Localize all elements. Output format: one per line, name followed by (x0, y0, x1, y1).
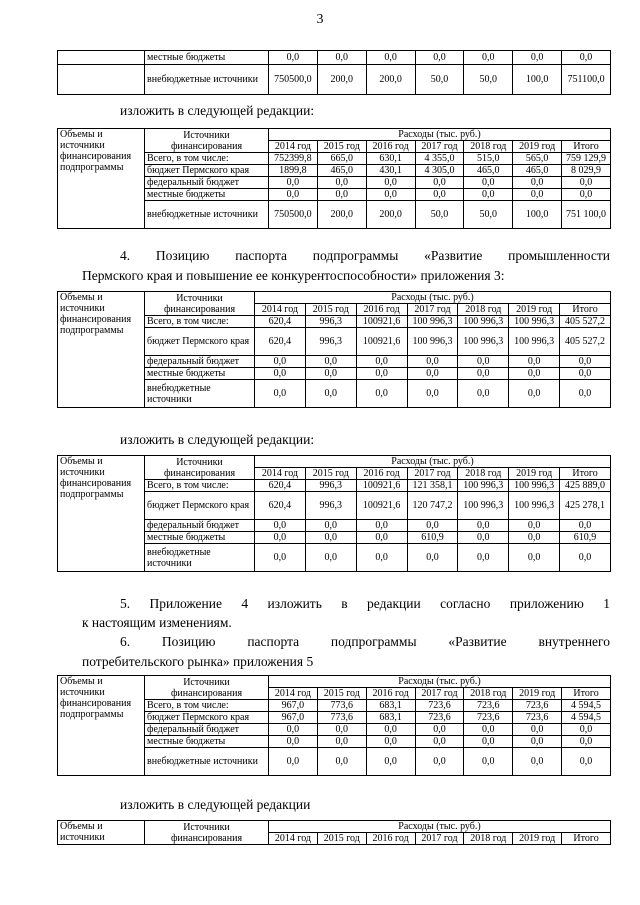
year-header: 2017 год (415, 688, 464, 700)
value-cell: 0,0 (317, 51, 366, 65)
expenses-header: Расходы (тыс. руб.) (269, 129, 611, 141)
source-label: Всего, в том числе: (145, 700, 269, 712)
value-cell: 425 278,1 (560, 492, 611, 520)
source-label: местные бюджеты (145, 532, 255, 544)
year-header: Итого (560, 304, 611, 316)
value-cell: 100 996,3 (509, 480, 560, 492)
value-cell: 0,0 (415, 51, 464, 65)
financing-table-1-body (58, 129, 611, 229)
year-header: 2017 год (407, 304, 458, 316)
year-header: 2015 год (305, 468, 356, 480)
value-cell: 996,3 (305, 316, 356, 328)
header-row (58, 676, 611, 688)
header-row (58, 129, 611, 141)
value-cell: 0,0 (513, 189, 562, 201)
empty-cell (58, 51, 145, 65)
financing-table-2-body (58, 292, 611, 408)
value-cell: 0,0 (407, 368, 458, 380)
value-cell: 0,0 (255, 532, 306, 544)
year-header: 2015 год (317, 141, 366, 153)
value-cell: 100 996,3 (509, 328, 560, 356)
value-cell: 4 355,0 (415, 153, 464, 165)
value-cell: 121 358,1 (407, 480, 458, 492)
source-label: внебюджетные источники (145, 201, 269, 229)
value-cell: 0,0 (560, 356, 611, 368)
year-header: 2016 год (366, 833, 415, 845)
year-header: Итого (560, 468, 611, 480)
year-header: 2018 год (458, 468, 509, 480)
value-cell: 8 029,9 (562, 165, 611, 177)
value-cell: 0,0 (269, 748, 318, 776)
value-cell: 0,0 (458, 368, 509, 380)
value-cell: 751100,0 (562, 65, 611, 95)
value-cell: 405 527,2 (560, 316, 611, 328)
value-cell: 430,1 (366, 165, 415, 177)
value-cell: 0,0 (255, 520, 306, 532)
value-cell: 0,0 (269, 736, 318, 748)
value-cell: 0,0 (305, 532, 356, 544)
value-cell: 0,0 (464, 177, 513, 189)
value-cell: 0,0 (317, 724, 366, 736)
value-cell: 405 527,2 (560, 328, 611, 356)
value-cell: 50,0 (415, 201, 464, 229)
value-cell: 100 996,3 (458, 316, 509, 328)
value-cell: 0,0 (509, 356, 560, 368)
value-cell: 967,0 (269, 712, 318, 724)
value-cell: 996,3 (305, 328, 356, 356)
value-cell: 100,0 (513, 65, 562, 95)
value-cell: 100 996,3 (407, 328, 458, 356)
value-cell: 759 129,9 (562, 153, 611, 165)
table-row (58, 51, 611, 65)
value-cell: 100921,6 (356, 480, 407, 492)
volume-sources-label: Объемы и источники финансирования подпрограммы (58, 456, 145, 572)
value-cell: 0,0 (305, 380, 356, 408)
value-cell: 100 996,3 (407, 316, 458, 328)
value-cell: 0,0 (305, 368, 356, 380)
year-header: Итого (562, 833, 611, 845)
year-header: Итого (562, 141, 611, 153)
value-cell: 4 305,0 (415, 165, 464, 177)
sources-header: Источники финансирования (145, 676, 269, 700)
value-cell: 0,0 (415, 177, 464, 189)
value-cell: 0,0 (464, 51, 513, 65)
value-cell: 1899,8 (269, 165, 318, 177)
value-cell: 0,0 (464, 189, 513, 201)
financing-table-4-body (58, 676, 611, 776)
year-header: 2018 год (464, 833, 513, 845)
sources-header: Источники финансирования (145, 821, 269, 845)
value-cell: 0,0 (269, 189, 318, 201)
source-label: местные бюджеты (145, 736, 269, 748)
expenses-header: Расходы (тыс. руб.) (255, 456, 611, 468)
value-cell: 100 996,3 (458, 480, 509, 492)
year-header: 2017 год (415, 141, 464, 153)
value-cell: 0,0 (464, 736, 513, 748)
value-cell: 967,0 (269, 700, 318, 712)
value-cell: 465,0 (513, 165, 562, 177)
year-header: 2015 год (317, 688, 366, 700)
year-header: 2014 год (269, 833, 318, 845)
header-row (58, 292, 611, 304)
value-cell: 620,4 (255, 492, 306, 520)
value-cell: 100 996,3 (509, 492, 560, 520)
value-cell: 0,0 (562, 724, 611, 736)
value-cell: 0,0 (509, 368, 560, 380)
paragraph-redaction-2: изложить в следующей редакции: (120, 432, 315, 447)
paragraph-5-line-1: 5. Приложение 4 изложить в редакции согласно приложению 1 (120, 596, 610, 611)
header-row (58, 821, 611, 833)
value-cell: 0,0 (356, 532, 407, 544)
year-header: 2019 год (513, 141, 562, 153)
value-cell: 0,0 (458, 380, 509, 408)
value-cell: 751 100,0 (562, 201, 611, 229)
value-cell: 773,6 (317, 712, 366, 724)
page-number: 3 (316, 12, 324, 27)
value-cell: 465,0 (317, 165, 366, 177)
source-label: внебюджетные источники (145, 380, 255, 408)
value-cell: 465,0 (464, 165, 513, 177)
value-cell: 515,0 (464, 153, 513, 165)
value-cell: 200,0 (317, 201, 366, 229)
paragraph-6-line-2: потребительского рынка» приложения 5 (82, 654, 314, 669)
financing-table-5 (57, 820, 611, 845)
value-cell: 0,0 (407, 544, 458, 572)
source-label: бюджет Пермского края (145, 328, 255, 356)
volume-sources-label: Объемы и источники финансирования подпрограммы (58, 676, 145, 776)
source-label: бюджет Пермского края (145, 712, 269, 724)
value-cell: 996,3 (305, 480, 356, 492)
volume-sources-label: Объемы и источники (58, 821, 145, 845)
value-cell: 630,1 (366, 153, 415, 165)
value-cell: 0,0 (356, 356, 407, 368)
year-header: 2018 год (458, 304, 509, 316)
value-cell: 0,0 (415, 189, 464, 201)
value-cell: 120 747,2 (407, 492, 458, 520)
value-cell: 0,0 (458, 520, 509, 532)
empty-cell (58, 65, 145, 95)
value-cell: 50,0 (464, 65, 513, 95)
value-cell: 0,0 (513, 724, 562, 736)
value-cell: 0,0 (366, 724, 415, 736)
value-cell: 0,0 (562, 189, 611, 201)
year-header: 2017 год (415, 833, 464, 845)
value-cell: 0,0 (305, 544, 356, 572)
header-row (58, 456, 611, 468)
value-cell: 750500,0 (269, 65, 318, 95)
value-cell: 100921,6 (356, 328, 407, 356)
financing-table-4 (57, 675, 611, 776)
top-table (57, 50, 611, 95)
year-header: 2019 год (509, 468, 560, 480)
volume-sources-label: Объемы и источники финансирования подпрограммы (58, 129, 145, 229)
paragraph-redaction-1: изложить в следующей редакции: (120, 103, 315, 118)
table-row (58, 65, 611, 95)
value-cell: 0,0 (366, 189, 415, 201)
value-cell: 683,1 (366, 712, 415, 724)
value-cell: 200,0 (366, 65, 415, 95)
value-cell: 100,0 (513, 201, 562, 229)
value-cell: 0,0 (356, 520, 407, 532)
value-cell: 996,3 (305, 492, 356, 520)
expenses-header: Расходы (тыс. руб.) (269, 821, 611, 833)
value-cell: 200,0 (366, 201, 415, 229)
value-cell: 0,0 (513, 736, 562, 748)
source-label: федеральный бюджет (145, 177, 269, 189)
year-header: 2015 год (305, 304, 356, 316)
value-cell: 773,6 (317, 700, 366, 712)
value-cell: 100921,6 (356, 492, 407, 520)
sources-header: Источники финансирования (145, 456, 255, 480)
sources-header: Источники финансирования (145, 129, 269, 153)
value-cell: 0,0 (356, 368, 407, 380)
value-cell: 0,0 (317, 736, 366, 748)
source-label: бюджет Пермского края (145, 165, 269, 177)
value-cell: 0,0 (458, 356, 509, 368)
value-cell: 723,6 (415, 700, 464, 712)
value-cell: 0,0 (415, 724, 464, 736)
top-table-body (58, 51, 611, 95)
value-cell: 0,0 (560, 380, 611, 408)
value-cell: 100 996,3 (458, 492, 509, 520)
year-header: Итого (562, 688, 611, 700)
value-cell: 0,0 (513, 51, 562, 65)
value-cell: 0,0 (509, 380, 560, 408)
sources-header: Источники финансирования (145, 292, 255, 316)
value-cell: 0,0 (458, 544, 509, 572)
value-cell: 0,0 (317, 189, 366, 201)
value-cell: 0,0 (366, 736, 415, 748)
year-header: 2018 год (464, 688, 513, 700)
financing-table-1 (57, 128, 611, 229)
paragraph-redaction-3: изложить в следующей редакции (120, 797, 311, 812)
year-header: 2014 год (269, 141, 318, 153)
value-cell: 0,0 (255, 380, 306, 408)
value-cell: 0,0 (415, 748, 464, 776)
source-label: федеральный бюджет (145, 356, 255, 368)
source-label: местные бюджеты (145, 51, 269, 65)
value-cell: 0,0 (560, 520, 611, 532)
financing-table-3 (57, 455, 611, 572)
year-header: 2016 год (356, 468, 407, 480)
source-label: Всего, в том числе: (145, 153, 269, 165)
value-cell: 0,0 (562, 748, 611, 776)
value-cell: 0,0 (562, 736, 611, 748)
value-cell: 0,0 (509, 544, 560, 572)
source-label: внебюджетные источники (145, 65, 269, 95)
year-header: 2014 год (255, 468, 306, 480)
value-cell: 100 996,3 (458, 328, 509, 356)
value-cell: 0,0 (562, 177, 611, 189)
year-header: 2016 год (366, 141, 415, 153)
value-cell: 0,0 (269, 51, 318, 65)
value-cell: 0,0 (464, 748, 513, 776)
source-label: федеральный бюджет (145, 724, 269, 736)
value-cell: 0,0 (509, 532, 560, 544)
value-cell: 0,0 (255, 368, 306, 380)
year-header: 2014 год (255, 304, 306, 316)
source-label: Всего, в том числе: (145, 480, 255, 492)
value-cell: 100 996,3 (509, 316, 560, 328)
source-label: местные бюджеты (145, 368, 255, 380)
value-cell: 0,0 (407, 520, 458, 532)
value-cell: 0,0 (509, 520, 560, 532)
source-label: бюджет Пермского края (145, 492, 255, 520)
value-cell: 100921,6 (356, 316, 407, 328)
value-cell: 610,9 (560, 532, 611, 544)
value-cell: 0,0 (407, 356, 458, 368)
value-cell: 620,4 (255, 480, 306, 492)
value-cell: 723,6 (464, 712, 513, 724)
paragraph-6-line-1: 6. Позицию паспорта подпрограммы «Развитие внутреннего (120, 634, 610, 649)
value-cell: 4 594,5 (562, 712, 611, 724)
year-header: 2019 год (509, 304, 560, 316)
value-cell: 752399,8 (269, 153, 318, 165)
value-cell: 50,0 (464, 201, 513, 229)
value-cell: 665,0 (317, 153, 366, 165)
expenses-header: Расходы (тыс. руб.) (255, 292, 611, 304)
value-cell: 0,0 (366, 51, 415, 65)
value-cell: 0,0 (464, 724, 513, 736)
value-cell: 723,6 (513, 700, 562, 712)
year-header: 2019 год (513, 833, 562, 845)
source-label: местные бюджеты (145, 189, 269, 201)
value-cell: 610,9 (407, 532, 458, 544)
year-header: 2016 год (356, 304, 407, 316)
value-cell: 0,0 (255, 356, 306, 368)
value-cell: 565,0 (513, 153, 562, 165)
value-cell: 723,6 (415, 712, 464, 724)
value-cell: 0,0 (458, 532, 509, 544)
value-cell: 683,1 (366, 700, 415, 712)
volume-sources-label: Объемы и источники финансирования подпрограммы (58, 292, 145, 408)
year-header: 2016 год (366, 688, 415, 700)
financing-table-2 (57, 291, 611, 408)
value-cell: 620,4 (255, 328, 306, 356)
value-cell: 0,0 (560, 544, 611, 572)
value-cell: 0,0 (317, 748, 366, 776)
value-cell: 0,0 (415, 736, 464, 748)
value-cell: 200,0 (317, 65, 366, 95)
year-header: 2018 год (464, 141, 513, 153)
source-label: внебюджетные источники (145, 544, 255, 572)
financing-table-5-body (58, 821, 611, 845)
value-cell: 0,0 (255, 544, 306, 572)
value-cell: 0,0 (366, 177, 415, 189)
value-cell: 0,0 (407, 380, 458, 408)
value-cell: 50,0 (415, 65, 464, 95)
paragraph-4-line-2: Пермского края и повышение ее конкурентоспособности» приложения 3: (82, 268, 505, 283)
value-cell: 425 889,0 (560, 480, 611, 492)
value-cell: 0,0 (366, 748, 415, 776)
value-cell: 723,6 (513, 712, 562, 724)
value-cell: 0,0 (269, 177, 318, 189)
value-cell: 723,6 (464, 700, 513, 712)
value-cell: 0,0 (269, 724, 318, 736)
source-label: федеральный бюджет (145, 520, 255, 532)
value-cell: 750500,0 (269, 201, 318, 229)
value-cell: 0,0 (317, 177, 366, 189)
source-label: внебюджетные источники (145, 748, 269, 776)
value-cell: 0,0 (305, 356, 356, 368)
value-cell: 4 594,5 (562, 700, 611, 712)
expenses-header: Расходы (тыс. руб.) (269, 676, 611, 688)
paragraph-5-line-2: к настоящим изменениям. (82, 615, 232, 630)
year-header: 2014 год (269, 688, 318, 700)
value-cell: 620,4 (255, 316, 306, 328)
value-cell: 0,0 (305, 520, 356, 532)
value-cell: 0,0 (356, 380, 407, 408)
value-cell: 0,0 (562, 51, 611, 65)
year-header: 2019 год (513, 688, 562, 700)
paragraph-4-line-1: 4. Позицию паспорта подпрограммы «Развитие промышленности (120, 248, 610, 263)
value-cell: 0,0 (513, 748, 562, 776)
value-cell: 0,0 (356, 544, 407, 572)
source-label: Всего, в том числе: (145, 316, 255, 328)
financing-table-3-body (58, 456, 611, 572)
year-header: 2017 год (407, 468, 458, 480)
year-header: 2015 год (317, 833, 366, 845)
value-cell: 0,0 (560, 368, 611, 380)
value-cell: 0,0 (513, 177, 562, 189)
